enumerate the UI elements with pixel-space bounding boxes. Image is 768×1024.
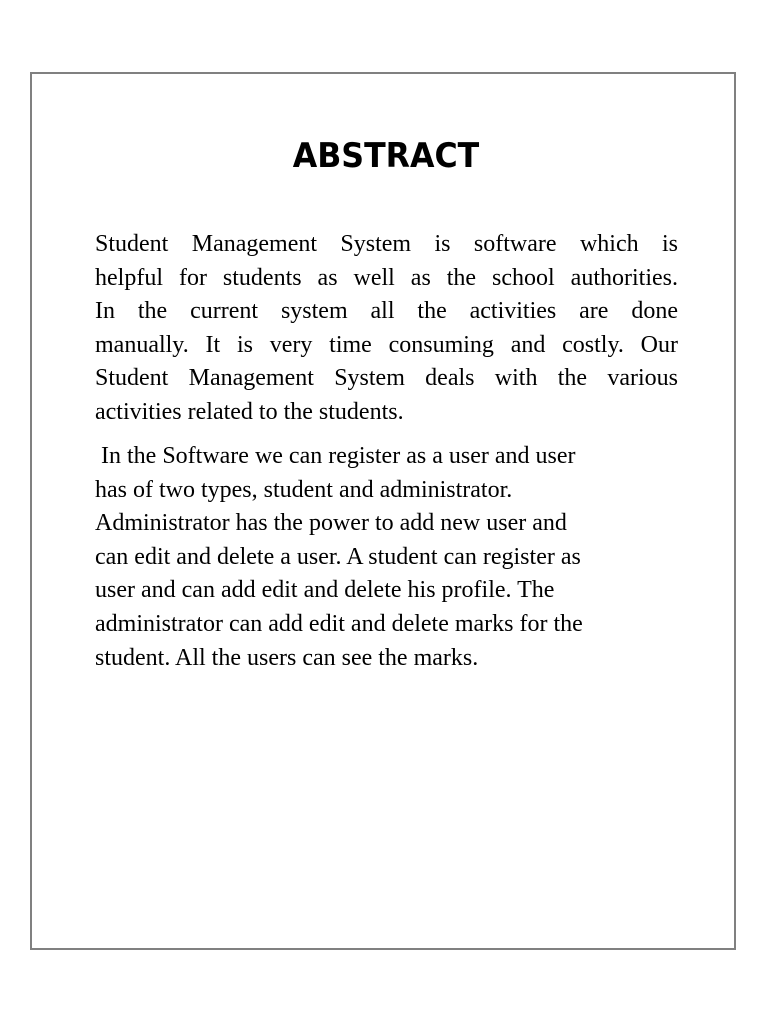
paragraph-line: In the Software we can register as a user and user: [95, 443, 576, 469]
paragraph-line: Student Management System is software which is: [95, 231, 678, 257]
paragraph-line: Administrator has the power to add new user and: [95, 510, 567, 537]
paragraph-line: can edit and delete a user. A student can register as: [95, 543, 581, 570]
paragraph-line: manually. It is very time consuming and costly. Our: [95, 331, 678, 358]
paragraph-line: has of two types, student and administrator.: [95, 476, 513, 503]
paragraph-line: activities related to the students.: [95, 398, 404, 425]
paragraph-line: In the current system all the activities are done: [95, 298, 678, 325]
paragraph-line: helpful for students as well as the school authorities.: [95, 264, 678, 291]
page-title: ABSTRACT: [292, 136, 480, 176]
paragraph-line: administrator can add edit and delete marks for the: [95, 610, 583, 637]
paragraph-line: user and can add edit and delete his profile. The: [95, 577, 555, 604]
paragraph-line: Student Management System deals with the various: [95, 365, 678, 392]
paragraph-line: student. All the users can see the marks.: [95, 644, 479, 671]
abstract-paragraph-1: [95, 228, 678, 430]
abstract-paragraph-2: [95, 440, 678, 675]
